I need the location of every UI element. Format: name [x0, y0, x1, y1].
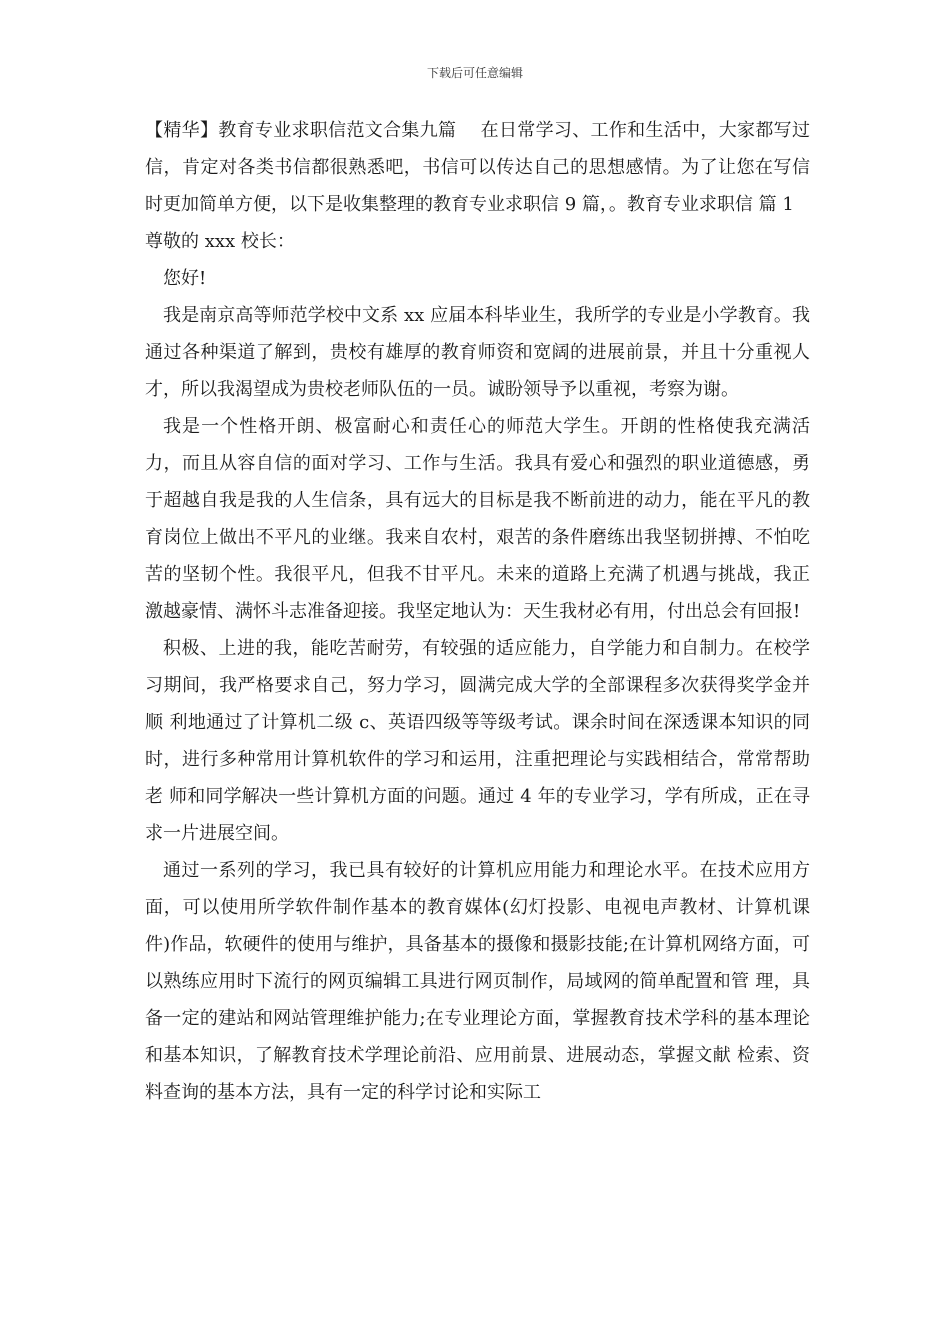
intro-paragraph: 【精华】教育专业求职信范文合集九篇 在日常学习、工作和生活中，大家都写过信，肯定对各类书信都很熟悉吧，书信可以传达自己的思想感情。为了让您在写信时更加简单方便，以下是收集整理的教育专业求职信 9 篇，。教育专业求职信 篇 1 [145, 120, 810, 215]
salutation: 尊敬的 xxx 校长： [145, 231, 295, 252]
body-paragraph: 我是一个性格开朗、极富耐心和责任心的师范大学生。开朗的性格使我充满活力，而且从容自信的面对学习、工作与生活。我具有爱心和强烈的职业道德感，勇于超越自我是我的人生信条，具有远大的目标是我不断前进的动力，能在平凡的教育岗位上做出不平凡的业继。我来自农村，艰苦的条件磨练出我坚韧拼搏、不怕吃苦的坚韧个性。我很平凡，但我不甘平凡。未来的道路上充满了机遇与挑战，我正激越豪情、满怀斗志准备迎接。我坚定地认为：天生我材必有用，付出总会有回报! [145, 416, 810, 622]
body-paragraph: 通过一系列的学习，我已具有较好的计算机应用能力和理论水平。在技术应用方面，可以使用所学软件制作基本的教育媒体(幻灯投影、电视电声教材、计算机课 件)作品，软硬件的使用与维护，具备基本的摄像和摄影技能;在计算机网络方面，可以熟练应用时下流行的网页编辑工具进行网页制作，局域网的简单配置和管 理，具备一定的建站和网站管理维护能力;在专业理论方面，掌握教育技术学科的基本理论和基本知识，了解教育技术学理论前沿、应用前景、进展动态，掌握文献 检索、资料查询的基本方法，具有一定的科学讨论和实际工 [145, 860, 810, 1103]
document-body [145, 112, 810, 1111]
greeting: 您好! [163, 268, 207, 289]
page-header: 下载后可任意编辑 [426, 66, 523, 80]
body-paragraph: 积极、上进的我，能吃苦耐劳，有较强的适应能力，自学能力和自制力。在校学习期间，我严格要求自己，努力学习，圆满完成大学的全部课程多次获得奖学金并顺 利地通过了计算机二级 c、英语四级等等级考试。课余时间在深透课本知识的同时，进行多种常用计算机软件的学习和运用，注重把理论与实践相结合，常常帮助老 师和同学解决一些计算机方面的问题。通过 4 年的专业学习，学有所成，正在寻求一片进展空间。 [145, 638, 810, 844]
body-paragraph: 我是南京高等师范学校中文系 xx 应届本科毕业生，我所学的专业是小学教育。我通过各种渠道了解到，贵校有雄厚的教育师资和宽阔的进展前景，并且十分重视人才，所以我渴望成为贵校老师队伍的一员。诚盼领导予以重视，考察为谢。 [145, 305, 810, 400]
